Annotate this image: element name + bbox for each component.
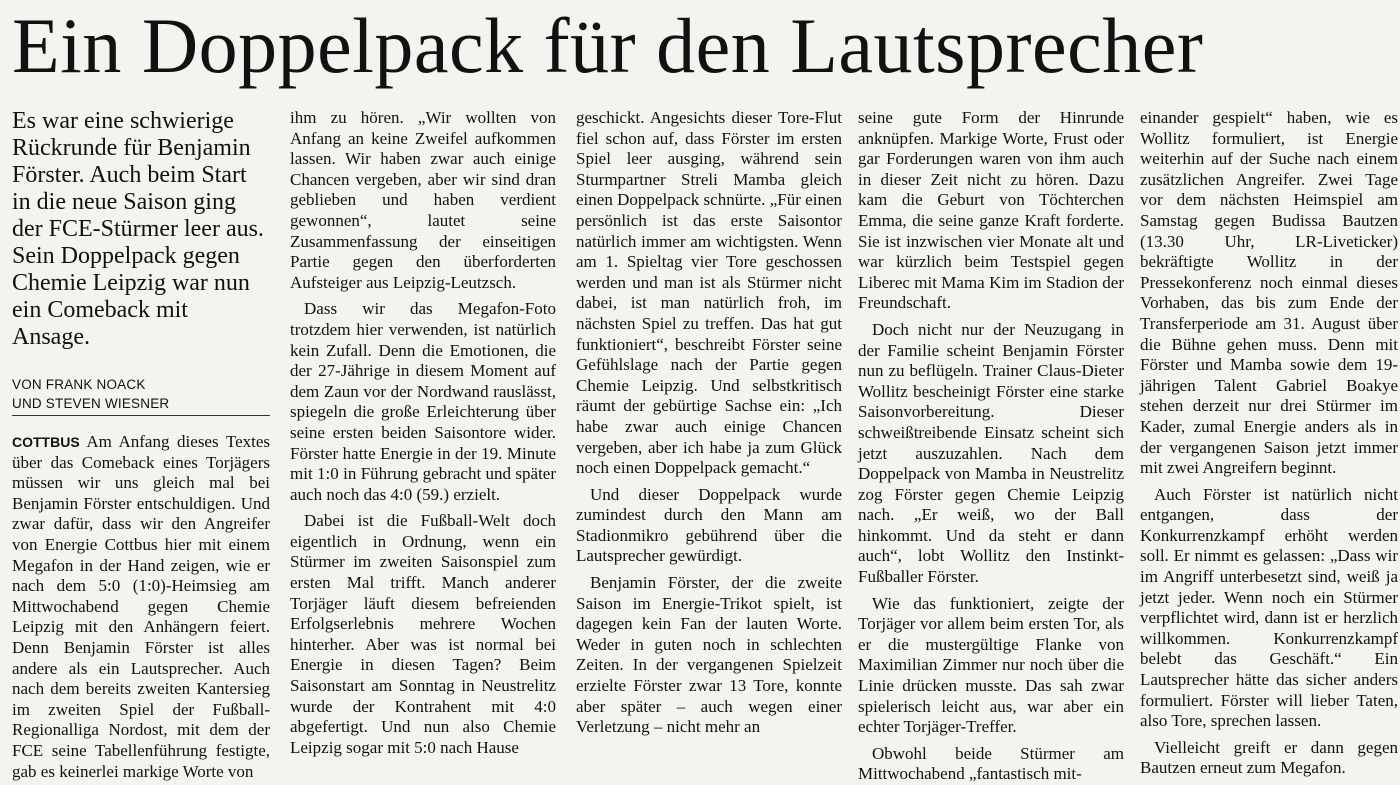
dateline: COTTBUS [12,434,80,450]
body-paragraph: Dabei ist die Fußball-Welt doch eigentlich in Ordnung, wenn ein Stürmer im zweiten Saisonspiel zum ersten Mal trifft. Manch anderer Torjäger läuft diesem befreienden Erfolgserlebnis mehrere Wochen hinterher. Aber was ist normal bei Energie in diesen Tagen? Beim Saisonstart am Sonntag in Neustrelitz wurde der Kontrahent mit 4:0 abgefertigt. Und nun also Chemie Leipzig sogar mit 5:0 nach Hause [290,511,556,757]
article-column-3 [576,108,842,747]
body-paragraph [12,432,270,782]
body-paragraph: Und dieser Doppelpack wurde zumindest durch den Mann am Stadionmikro gebührend über die Lautsprecher gewürdigt. [576,484,842,566]
article-column-1 [12,108,270,781]
byline-author-1: VON FRANK NOACK [12,377,146,392]
lead-paragraph: Es war eine schwierige Rückrunde für Benjamin Förster. Auch beim Start in die neue Saison ging der FCE-Stürmer leer aus. Sein Doppelpack gegen Chemie Leipzig war nun ein Comeback mit Ansage. [12,108,264,350]
body-paragraph: einander gespielt“ haben, wie es Wollitz formuliert, ist Energie weiterhin auf der Suche nach einem zusätzlichen Angreifer. Zwei Tage vor dem nächsten Heimspiel am Samstag gegen Budissa Bautzen (13.30 Uhr, LR-Liveticker) bekräftigte Wollitz in der Pressekonferenz noch einmal dieses Vorhaben, das bis zum Ende der Transferperiode am 31. August über die Bühne gehen muss. Denn mit Förster und Mamba sowie dem 19-jährigen Talent Gabriel Boakye stehen derzeit nur drei Stürmer im Kader, zumal Energie anders als in der vergangenen Saison jetzt immer mit zwei Angreifern beginnt. [1140,108,1398,478]
body-paragraph: Auch Förster ist natürlich nicht entgangen, dass der Konkurrenzkampf erhöht werden soll. Er nimmt es gelassen: „Dass wir im Angriff unterbesetzt sind, weiß ja jetzt jeder. Wenn noch ein Stürmer verpflichtet wird, dann ist er herzlich willkommen. Konkurrenzkampf belebt das Geschäft.“ Ein Lautsprecher hätte das sicher anders formuliert. Förster will lieber Taten, also Tore, sprechen lassen. [1140,484,1398,731]
article-column-4 [858,108,1124,784]
body-text: Am Anfang dieses Textes über das Comeback eines Torjägers müssen wir uns gleich mal bei Benjamin Förster entschuldigen. Und zwar dafür, dass wir den Angreifer von Energie Cottbus hier mit einem Megafon in der Hand zeigen, wie er nach dem 5:0 (1:0)-Heimsieg am Mittwochabend gegen Chemie Leipzig mit den Anhängern feiert. Denn Benjamin Förster ist alles andere als ein Lautsprecher. Auch nach dem bereits zweiten Kantersieg im zweiten Spiel der Fußball-Regionalliga Nordost, mit dem der FCE seine Tabellenführung festigte, gab es keinerlei markige Worte von [12,432,270,781]
body-paragraph: geschickt. Angesichts dieser Tore-Flut fiel schon auf, dass Förster im ersten Spiel leer ausging, während sein Sturmpartner Streli Mamba gleich einen Doppelpack schnürte. „Für einen persönlich ist das erste Saisontor natürlich immer am wichtigsten. Wenn am 1. Spieltag vier Tore geschossen werden und man ist als Stürmer nicht dabei, ist man natürlich froh, im nächsten Spiel zu treffen. Das hat gut funktioniert“, beschreibt Förster seine Gefühlslage nach der Partie gegen Chemie Leipzig. Und selbstkritisch räumt der gebürtige Sachse ein: „Ich habe zwar auch einige Chancen vergeben, aber ich habe ja zum Glück noch einen Doppelpack gemacht.“ [576,108,842,478]
body-paragraph: Vielleicht greift er dann gegen Bautzen erneut zum Megafon. [1140,737,1398,778]
body-paragraph: Doch nicht nur der Neuzugang in der Familie scheint Benjamin Förster nun zu beflügeln. Trainer Claus-Dieter Wollitz bescheinigt Förster eine starke Saisonvorbereitung. Dieser schweißtreibende Einsatz scheint sich jetzt auszuzahlen. Nach dem Doppelpack von Mamba in Neustrelitz zog Förster gegen Chemie Leipzig nach. „Er weiß, wo der Ball hinkommt. Und da steht er dann auch“, lobt Wollitz den Instinkt-Fußballer Förster. [858,319,1124,587]
article-column-2 [290,108,556,757]
body-paragraph: Obwohl beide Stürmer am Mittwochabend „fantastisch mit- [858,743,1124,784]
body-paragraph: ihm zu hören. „Wir wollten von Anfang an keine Zweifel aufkommen lassen. Wir haben zwar auch einige Chancen vergeben, aber wir sind dran geblieben und haben verdient gewonnen“, lautet seine Zusammenfassung der einseitigen Partie gegen den überforderten Aufsteiger aus Leipzig-Leutzsch. [290,108,556,292]
headline: Ein Doppelpack für den Lautsprecher [12,2,1204,89]
body-paragraph: Wie das funktioniert, zeigte der Torjäger vor allem beim ersten Tor, als er die mustergültige Flanke von Maximilian Zimmer nur noch über die Linie drücken musste. Das sah zwar spielerisch leicht aus, war aber ein echter Torjäger-Treffer. [858,593,1124,737]
body-paragraph: Dass wir das Megafon-Foto trotzdem hier verwenden, ist natürlich kein Zufall. Denn die Emotionen, die der 27-Jährige in diesem Moment auf dem Zaun vor der Nordwand rauslässt, spiegeln die große Erleichterung über seine ersten beiden Saisontore wider. Förster hatte Energie in der 19. Minute mit 1:0 in Führung gebracht und später auch noch das 4:0 (59.) erzielt. [290,299,556,504]
byline [12,375,270,416]
article-column-5 [1140,108,1398,778]
body-paragraph: seine gute Form der Hinrunde anknüpfen. Markige Worte, Frust oder gar Forderungen waren von ihm auch in dieser Zeit nicht zu hören. Dazu kam die Geburt von Töchterchen Emma, die seine ganze Kraft forderte. Sie ist inzwischen vier Monate alt und war kürzlich beim Testspiel gegen Liberec mit Mama Kim im Stadion der Freundschaft. [858,108,1124,313]
byline-author-2: UND STEVEN WIESNER [12,396,170,411]
body-paragraph: Benjamin Förster, der die zweite Saison im Energie-Trikot spielt, ist dagegen kein Fan der lauten Worte. Weder in guten noch in schlechten Zeiten. In der vergangenen Spielzeit erzielte Förster zwar 13 Tore, konnte aber später – auch wegen einer Verletzung – nicht mehr an [576,573,842,737]
